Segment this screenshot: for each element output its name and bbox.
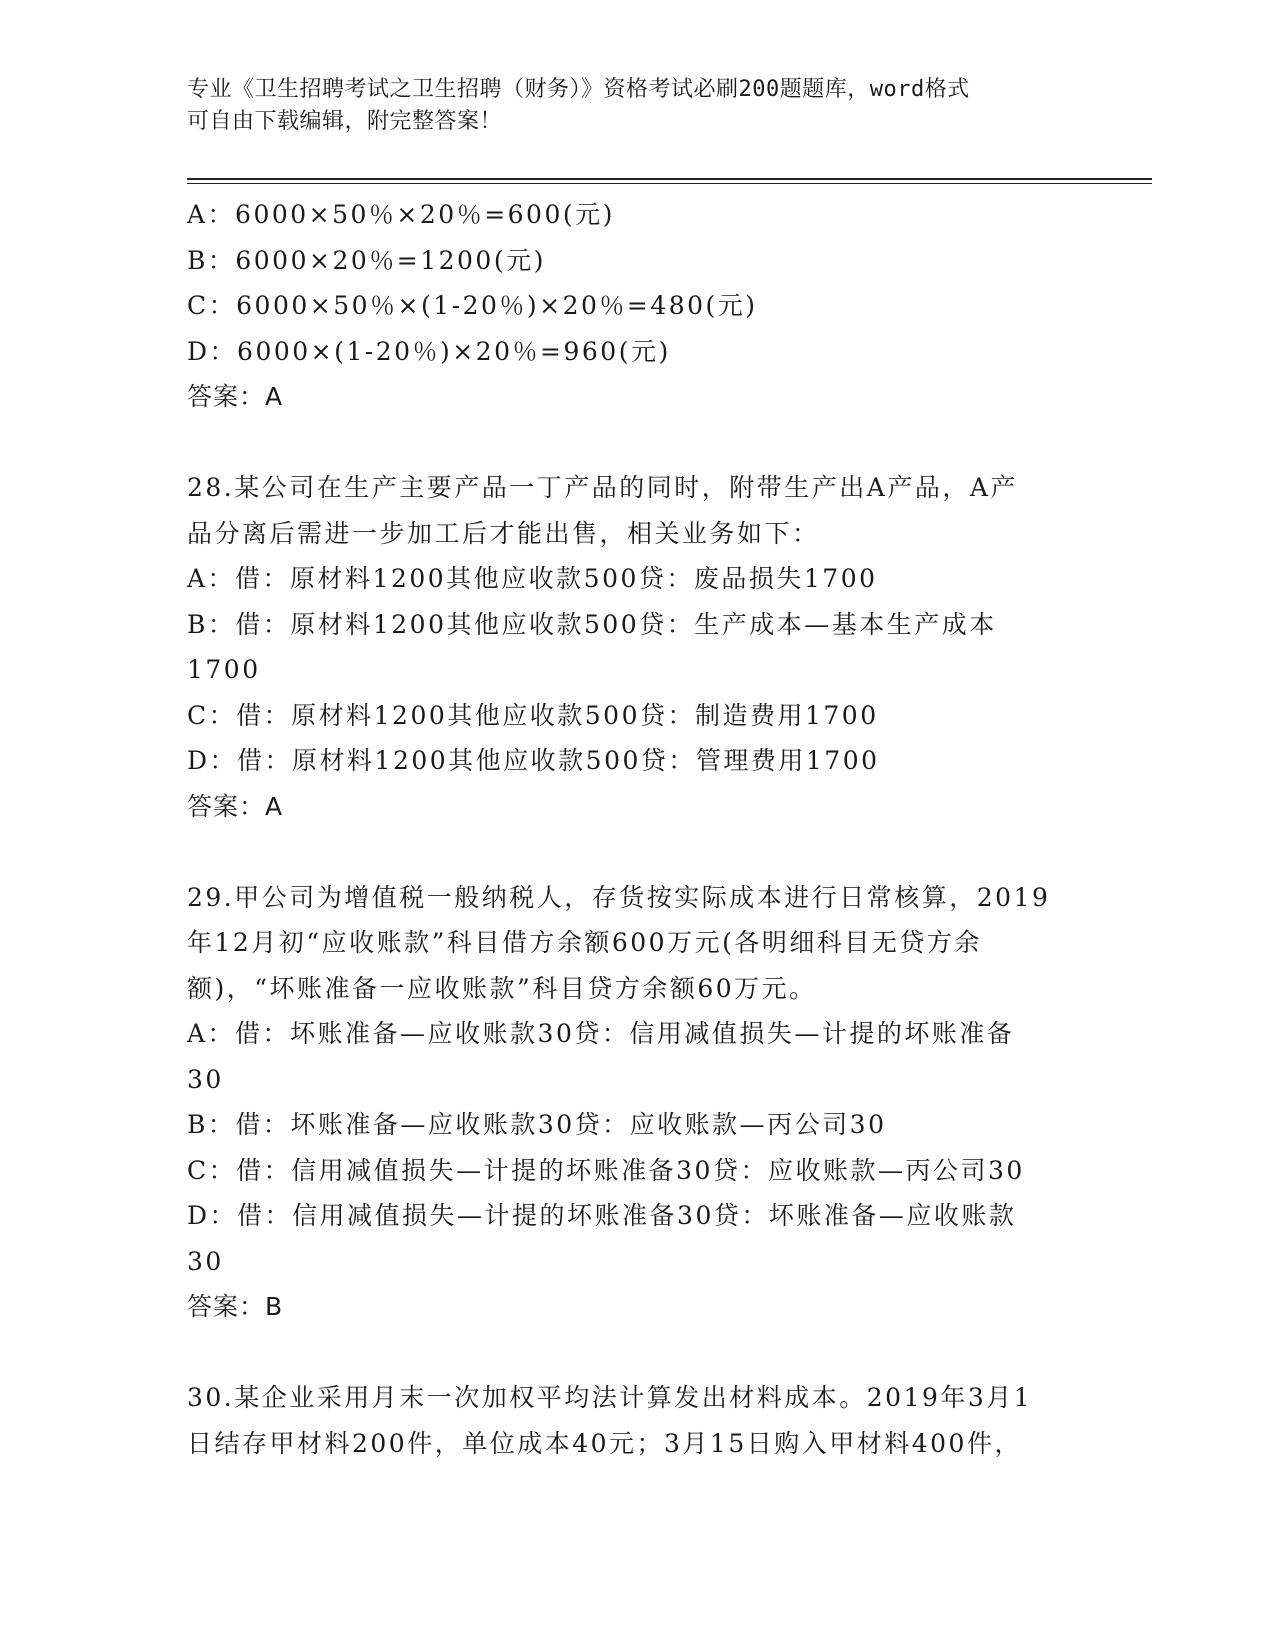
- question-30: [187, 1375, 1087, 1466]
- q29-option-c: C：借：信用减值损失—计提的坏账准备30贷：应收账款—丙公司30: [187, 1155, 1025, 1185]
- q27-option-c: C：6000×50％×(1-20％)×20％=480(元): [187, 291, 758, 320]
- header-rule-thin: [187, 183, 1152, 184]
- q29-stem-line-1: 29.甲公司为增值税一般纳税人，存货按实际成本进行日常核算，2019: [187, 882, 1051, 912]
- header-title-line-1: 专业《卫生招聘考试之卫生招聘（财务）》资格考试必刷200题题库，word格式: [187, 77, 970, 102]
- question-27-options: [187, 192, 1087, 420]
- q29-answer: 答案：B: [187, 1292, 284, 1321]
- q29-option-d-line-1: D：借：信用减值损失—计提的坏账准备30贷：坏账准备—应收账款: [187, 1201, 1017, 1230]
- q28-stem-line-2: 品分离后需进一步加工后才能出售，相关业务如下：: [187, 518, 820, 548]
- question-28: [187, 465, 1087, 829]
- q29-stem-line-3: 额)，“坏账准备一应收账款”科目贷方余额60万元。: [187, 973, 817, 1003]
- q28-option-b-line-1: B：借：原材料1200其他应收款500贷：生产成本—基本生产成本: [187, 609, 997, 639]
- page-header: [187, 74, 1067, 138]
- header-title-line-2: 可自由下载编辑，附完整答案！: [187, 109, 503, 134]
- q29-stem-line-2: 年12月初“应收账款”科目借方余额600万元(各明细科目无贷方余: [187, 928, 982, 957]
- q28-option-a: A：借：原材料1200其他应收款500贷：废品损失1700: [187, 564, 878, 593]
- q28-option-c: C：借：原材料1200其他应收款500贷：制造费用1700: [187, 700, 879, 730]
- q28-stem-line-1: 28.某公司在生产主要产品一丁产品的同时，附带生产出A产品，A产: [187, 473, 1018, 502]
- q27-option-a: A：6000×50％×20％=600(元): [187, 200, 615, 229]
- q29-option-a-line-1: A：借：坏账准备—应收账款30贷：信用减值损失—计提的坏账准备: [187, 1019, 1015, 1048]
- question-content: [187, 192, 1087, 1466]
- q29-option-a-line-2: 30: [187, 1064, 224, 1094]
- q27-option-d: D：6000×(1-20％)×20％=960(元): [187, 336, 671, 366]
- q29-option-b: B：借：坏账准备—应收账款30贷：应收账款—丙公司30: [187, 1110, 887, 1139]
- question-29: [187, 875, 1087, 1330]
- header-rule-thick: [187, 178, 1152, 180]
- q28-option-b-line-2: 1700: [187, 655, 261, 684]
- q28-answer: 答案：A: [187, 791, 284, 821]
- q28-option-d: D：借：原材料1200其他应收款500贷：管理费用1700: [187, 746, 880, 775]
- q30-stem-line-2: 日结存甲材料200件，单位成本40元；3月15日购入甲材料400件，: [187, 1428, 1022, 1458]
- q30-stem-line-1: 30.某企业采用月末一次加权平均法计算发出材料成本。2019年3月1: [187, 1383, 1033, 1412]
- q27-option-b: B：6000×20％=1200(元): [187, 245, 546, 275]
- question-gap: [187, 420, 1087, 466]
- question-gap: [187, 1330, 1087, 1376]
- q29-option-d-line-2: 30: [187, 1246, 224, 1276]
- question-gap: [187, 829, 1087, 875]
- q27-answer: 答案：A: [187, 382, 284, 411]
